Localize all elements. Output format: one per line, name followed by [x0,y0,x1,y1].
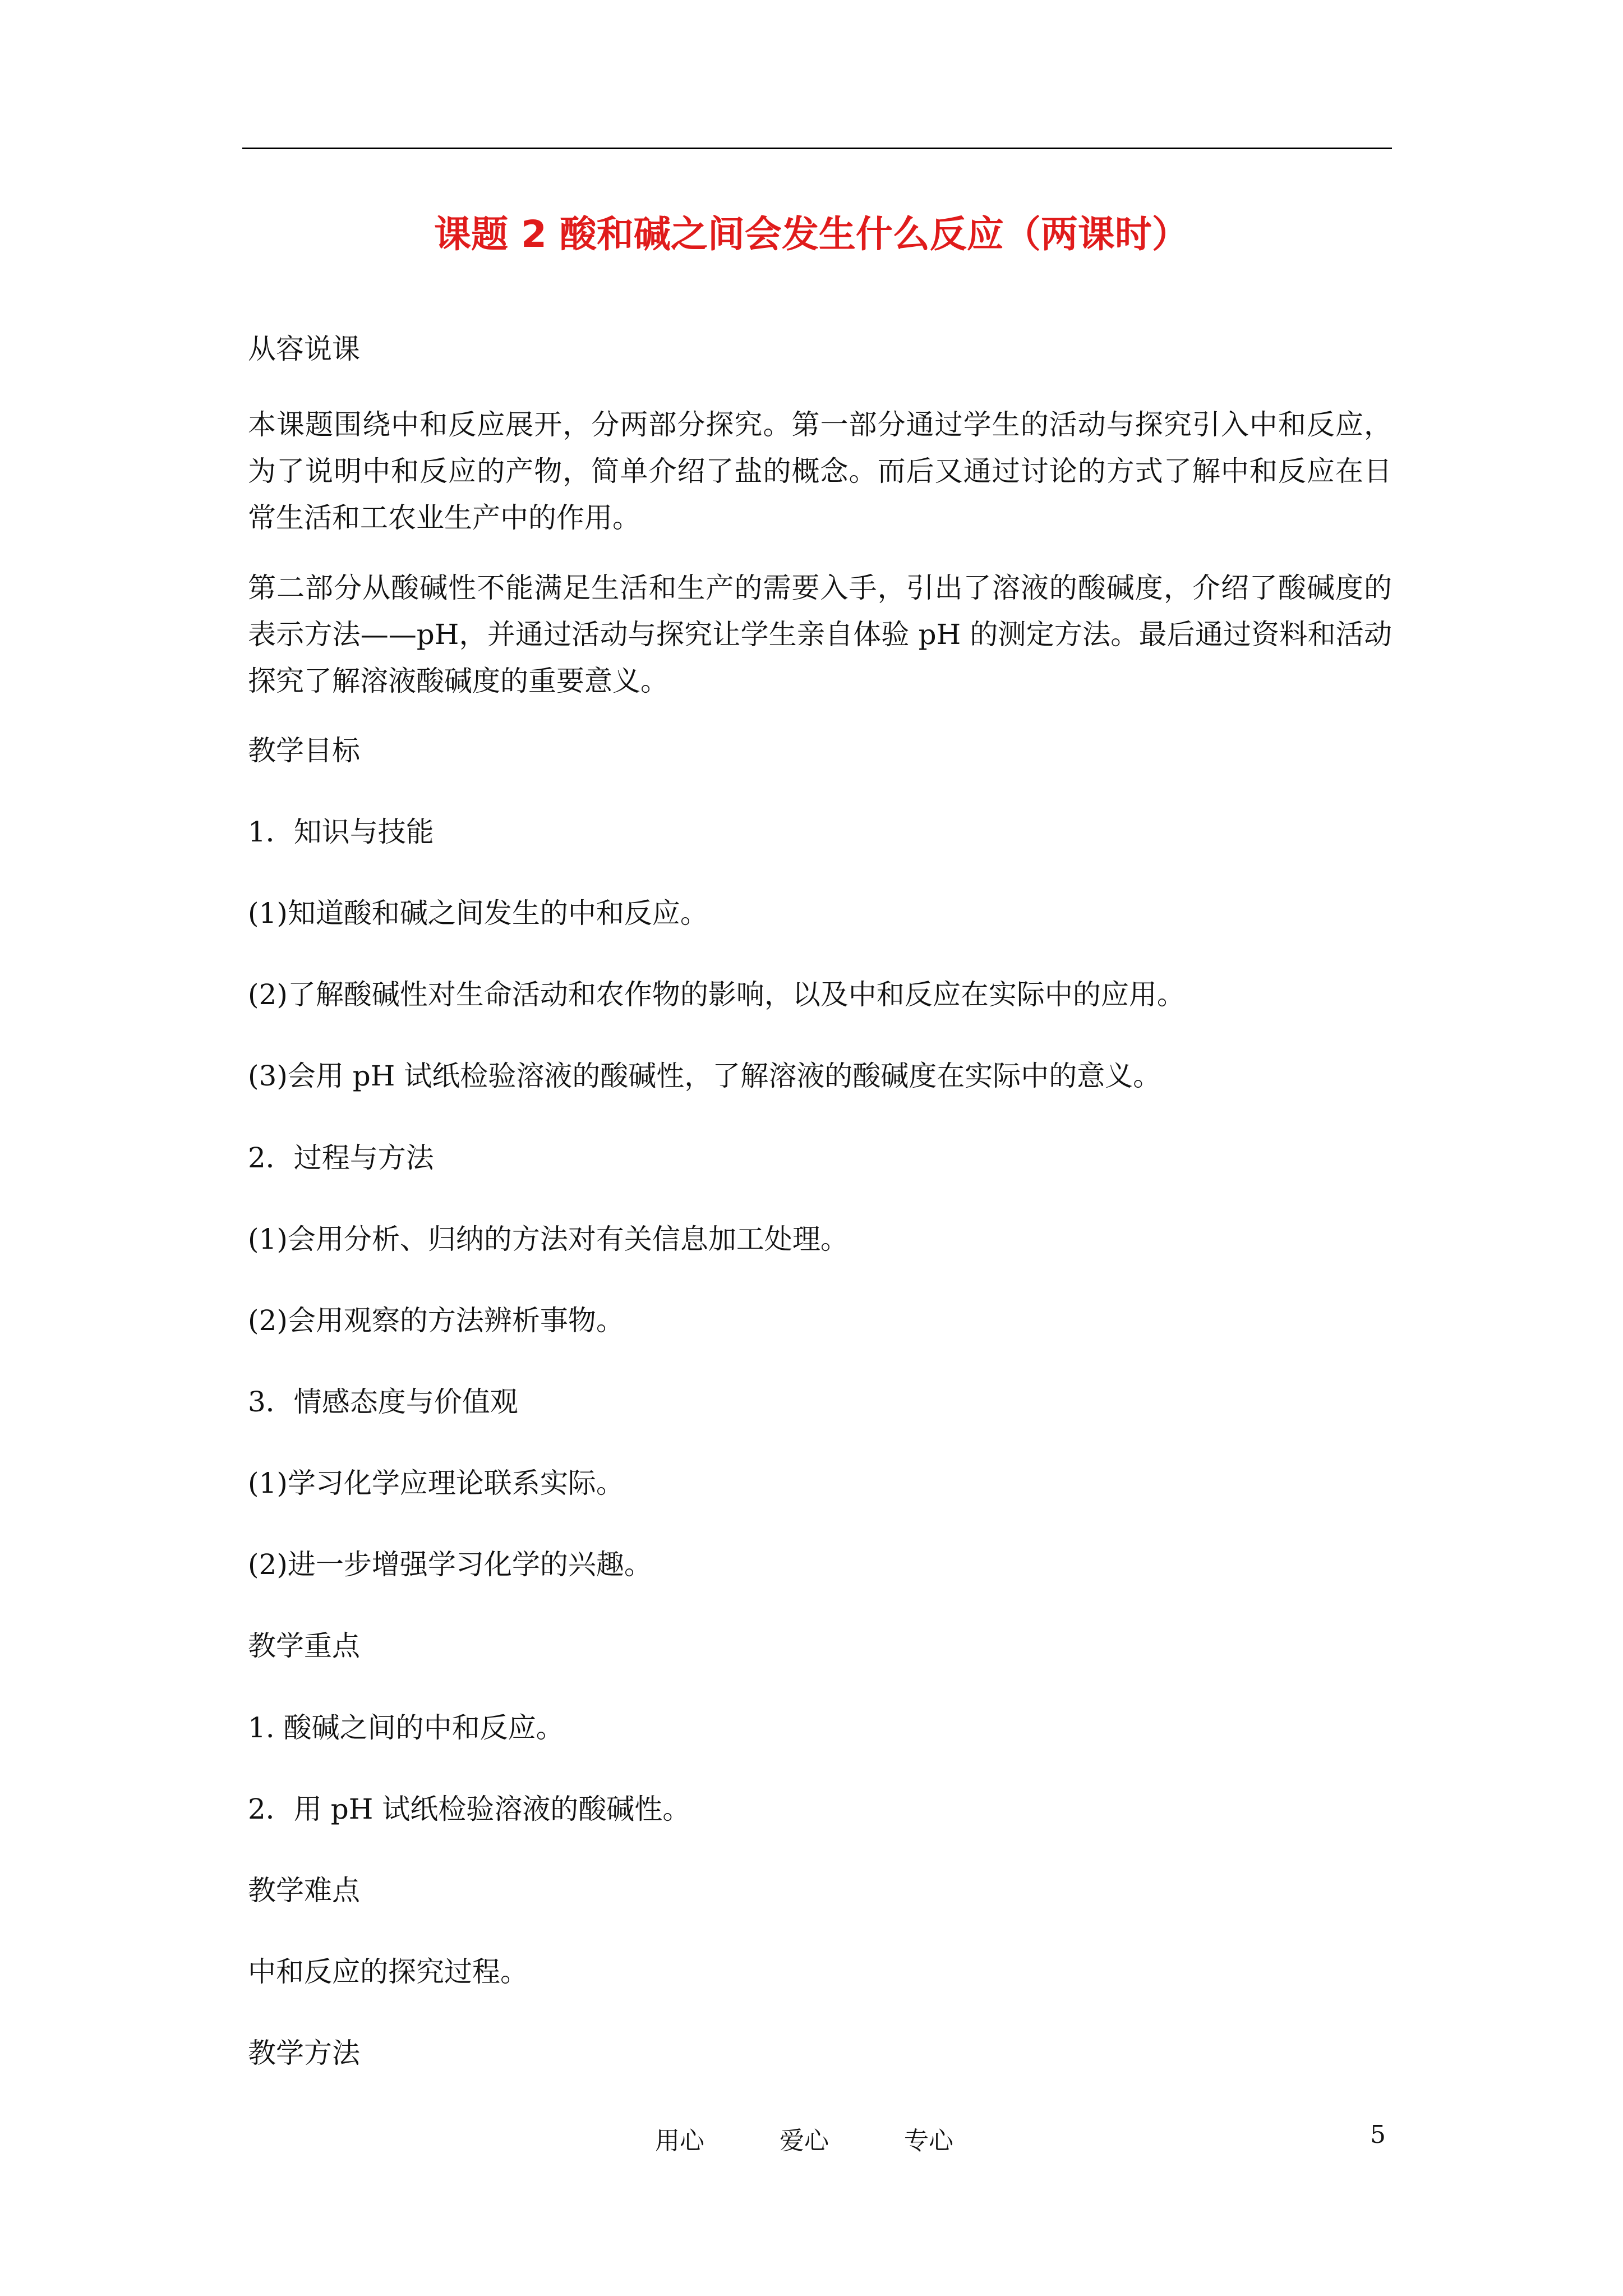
footer-motto-item: 用心 [655,2127,704,2155]
intro-paragraph-1: 本课题围绕中和反应展开，分两部分探究。第一部分通过学生的活动与探究引入中和反应，为了说明中和反应的产物，简单介绍了盐的概念。而后又通过讨论的方式了解中和反应在日常生活和工农业生产中的作用。 [248,408,1392,534]
goal-process-methods: 2．过程与方法 [248,1142,434,1174]
goal-item: (1)会用分析、归纳的方法对有关信息加工处理。 [248,1223,849,1255]
goals-heading: 教学目标 [248,734,360,767]
difficulty-heading: 教学难点 [248,1874,360,1907]
goal-item: (2)进一步增强学习化学的兴趣。 [248,1548,652,1581]
page-footer [0,2120,1623,2154]
goal-attitudes-values: 3．情感态度与价值观 [248,1386,518,1418]
footer-motto-item: 爱心 [780,2127,829,2155]
intro-heading: 从容说课 [248,333,360,365]
key-point-item: 2．用 pH 试纸检验溶液的酸碱性。 [248,1793,691,1825]
goal-item: (3)会用 pH 试纸检验溶液的酸碱性，了解溶液的酸碱度在实际中的意义。 [248,1060,1161,1092]
goal-item: (1)知道酸和碱之间发生的中和反应。 [248,897,708,930]
header-rule [242,148,1392,149]
key-point-item: 1. 酸碱之间的中和反应。 [248,1711,564,1744]
goal-knowledge-skills: 1．知识与技能 [248,816,434,848]
document-title: 课题 2 酸和碱之间会发生什么反应（两课时） [434,213,1189,256]
footer-motto [655,2120,953,2156]
page-number: 5 [1370,2120,1386,2149]
intro-paragraph-2: 第二部分从酸碱性不能满足生活和生产的需要入手，引出了溶液的酸碱度，介绍了酸碱度的表示方法——pH，并通过活动与探究让学生亲自体验 pH 的测定方法。最后通过资料和活动探究了解溶液酸碱度的重要意义。 [248,572,1392,697]
goal-item: (2)了解酸碱性对生命活动和农作物的影响，以及中和反应在实际中的应用。 [248,978,1185,1011]
footer-motto-item: 专心 [904,2127,953,2155]
difficulty-item: 中和反应的探究过程。 [248,1955,528,1988]
goal-item: (1)学习化学应理论联系实际。 [248,1467,624,1499]
goal-item: (2)会用观察的方法辨析事物。 [248,1304,624,1337]
key-points-heading: 教学重点 [248,1630,360,1662]
methods-heading: 教学方法 [248,2037,360,2069]
